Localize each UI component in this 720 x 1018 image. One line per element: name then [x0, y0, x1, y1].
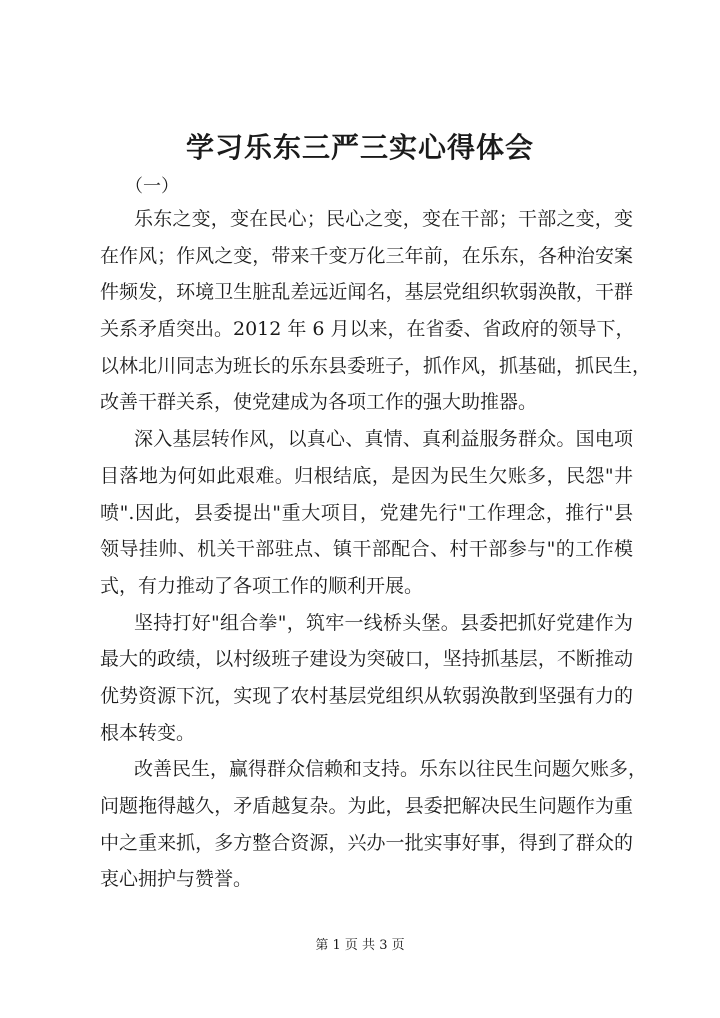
paragraph-line: 领导挂帅、机关干部驻点、镇干部配合、村干部参与"的工作模	[100, 538, 633, 561]
paragraph-line: 中之重来抓，多方整合资源，兴办一批实事好事，得到了群众的	[100, 831, 633, 854]
paragraph-line: 优势资源下沉，实现了农村基层党组织从软弱涣散到坚强有力的	[100, 684, 633, 707]
document-body	[100, 201, 652, 898]
paragraph-line: 改善干群关系，使党建成为各项工作的强大助推器。	[100, 391, 538, 414]
paragraph-line: 最大的政绩，以村级班子建设为突破口，坚持抓基层，不断推动	[100, 648, 633, 671]
paragraph-line: 改善民生，赢得群众信赖和支持。乐东以往民生问题欠账多，	[134, 758, 648, 781]
page-footer: 第 1 页 共 3 页	[315, 938, 405, 953]
paragraph-line: 关系矛盾突出。2012 年 6 月以来，在省委、省政府的领导下，	[100, 318, 635, 341]
paragraph	[100, 605, 633, 752]
paragraph-line: 问题拖得越久，矛盾越复杂。为此，县委把解决民生问题作为重	[100, 795, 633, 817]
paragraph-line: 喷".因此，县委提出"重大项目，党建先行"工作理念，推行"县	[100, 501, 633, 524]
document-title: 学习乐东三严三实心得体会	[185, 131, 534, 164]
paragraph	[100, 751, 648, 898]
section-label: （一）	[125, 176, 179, 197]
paragraph-line: 深入基层转作风，以真心、真情、真利益服务群众。国电项	[134, 428, 633, 451]
paragraph-line: 根本转变。	[100, 721, 196, 744]
paragraph-line: 以林北川同志为班长的乐东县委班子，抓作风，抓基础，抓民生，	[100, 354, 652, 377]
paragraph-line: 坚持打好"组合拳"，筑牢一线桥头堡。县委把抓好党建作为	[134, 611, 633, 634]
paragraph-line: 件频发，环境卫生脏乱差远近闻名，基层党组织软弱涣散，干群	[100, 281, 633, 304]
paragraph	[100, 421, 633, 604]
paragraph-line: 衷心拥护与赞誉。	[100, 868, 253, 891]
paragraph-line: 在作风；作风之变，带来千变万化三年前，在乐东，各种治安案	[100, 244, 633, 267]
paragraph-line: 目落地为何如此艰难。归根结底，是因为民生欠账多，民怨"井	[100, 464, 633, 487]
paragraph	[100, 201, 652, 421]
paragraph-line: 式，有力推动了各项工作的顺利开展。	[100, 574, 424, 597]
paragraph-line: 乐东之变，变在民心；民心之变，变在干部；干部之变，变	[134, 208, 633, 230]
